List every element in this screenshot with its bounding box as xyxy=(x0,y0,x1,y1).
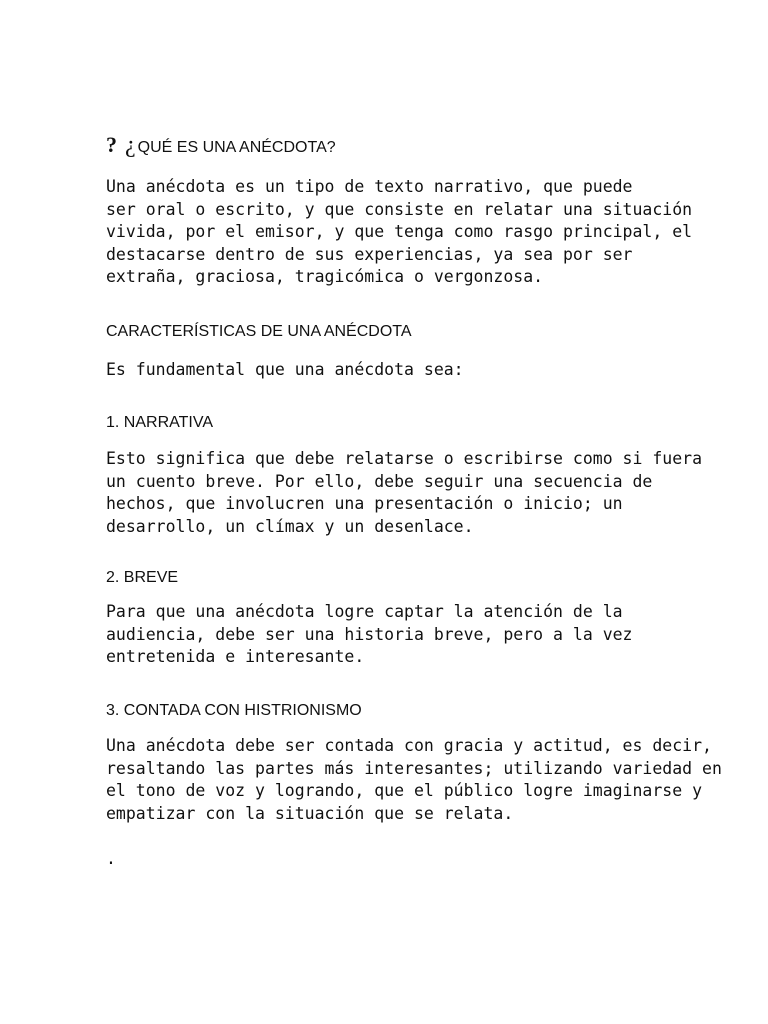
title-question-mark: ? xyxy=(106,132,117,157)
paragraph-line: resaltando las partes más interesantes; utilizando variedad en xyxy=(106,758,722,778)
title-text: QUÉ ES UNA ANÉCDOTA? xyxy=(137,139,336,156)
intro-line: Una anécdota es un tipo de texto narrativo, que puede xyxy=(106,177,633,196)
section-paragraph-breve xyxy=(106,601,706,669)
paragraph-line: un cuento breve. Por ello, debe seguir una secuencia de xyxy=(106,471,653,491)
section-paragraph-narrativa xyxy=(106,448,706,538)
section-heading-histrionismo: 3. CONTADA CON HISTRIONISMO xyxy=(106,702,362,719)
section-heading-narrativa: 1. NARRATIVA xyxy=(106,414,213,431)
section-heading-breve: 2. BREVE xyxy=(106,569,179,586)
paragraph-line: desarrollo, un clímax y un desenlace. xyxy=(106,516,474,536)
paragraph-line: hechos, que involucren una presentación o inicio; un xyxy=(106,494,623,513)
intro-line: destacarse dentro de sus experiencias, ya sea por ser xyxy=(106,244,633,264)
paragraph-line: Esto significa que debe relatarse o escribirse como si fuera xyxy=(106,449,703,468)
paragraph-line: audiencia, debe ser una historia breve, pero a la vez xyxy=(106,624,633,644)
section-paragraph-histrionismo xyxy=(106,735,722,825)
trailing-dot xyxy=(106,848,706,871)
paragraph-line: Una anécdota debe ser contada con gracia y actitud, es decir, xyxy=(106,736,712,755)
characteristics-heading: CARACTERÍSTICAS DE UNA ANÉCDOTA xyxy=(106,323,412,340)
paragraph-line: empatizar con la situación que se relata. xyxy=(106,803,514,823)
intro-line: extraña, graciosa, tragicómica o vergonzosa. xyxy=(106,267,544,286)
trailing-dot-text: . xyxy=(106,849,116,868)
paragraph-line: el tono de voz y logrando, que el público logre imaginarse y xyxy=(106,781,703,800)
intro-line: ser oral o escrito, y que consiste en relatar una situación xyxy=(106,199,693,219)
characteristics-intro-line: Es fundamental que una anécdota sea: xyxy=(106,360,464,379)
intro-paragraph xyxy=(106,176,706,289)
intro-line: vivida, por el emisor, y que tenga como rasgo principal, el xyxy=(106,222,693,241)
title-inverted-question-mark: ¿ xyxy=(125,132,136,158)
paragraph-line: Para que una anécdota logre captar la atención de la xyxy=(106,602,623,621)
characteristics-intro xyxy=(106,359,706,382)
document-title xyxy=(106,133,336,158)
paragraph-line: entretenida e interesante. xyxy=(106,647,365,666)
